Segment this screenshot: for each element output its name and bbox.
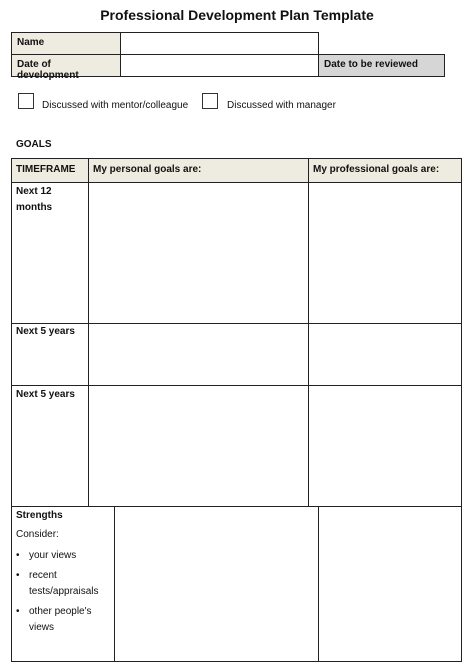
personal-goals-5-years-1[interactable] — [89, 324, 308, 385]
row-label-next-12-months: Next 12 months — [16, 186, 53, 213]
strengths-notes-2[interactable] — [319, 507, 461, 661]
strengths-cell — [16, 508, 112, 636]
professional-goals-5-years-1[interactable] — [309, 324, 461, 385]
list-item — [16, 604, 112, 636]
goals-heading: GOALS — [16, 139, 52, 150]
professional-goals-12-months[interactable] — [309, 183, 461, 323]
row-label-next-5-years-1: Next 5 years — [16, 326, 75, 337]
table-border-bottom — [11, 661, 462, 662]
col-header-timeframe: TIMEFRAME — [16, 164, 76, 175]
strengths-consider: Consider: — [16, 529, 59, 540]
date-of-development-label-cell — [11, 54, 121, 81]
bullet-text: your views — [29, 550, 77, 561]
table-border-right — [461, 158, 462, 662]
date-of-development-label: Date of development — [17, 59, 79, 81]
mentor-checkbox-label: Discussed with mentor/colleague — [42, 100, 189, 111]
mentor-checkbox[interactable] — [18, 93, 34, 109]
bullet-text: other people's views — [29, 606, 92, 633]
bullet-icon: • — [16, 570, 20, 581]
date-to-be-reviewed-label: Date to be reviewed — [324, 59, 418, 70]
manager-checkbox[interactable] — [202, 93, 218, 109]
table-border-left — [11, 158, 12, 662]
table-border-top — [11, 158, 462, 159]
goals-table — [11, 158, 462, 662]
list-item — [16, 548, 112, 564]
date-to-be-reviewed-cell[interactable] — [318, 54, 445, 77]
bullet-icon: • — [16, 606, 20, 617]
manager-checkbox-label: Discussed with manager — [227, 100, 336, 111]
name-field[interactable] — [120, 32, 319, 55]
strengths-heading: Strengths — [16, 510, 63, 521]
document-title: Professional Development Plan Template — [100, 7, 374, 23]
personal-goals-12-months[interactable] — [89, 183, 308, 323]
col-header-personal-goals: My personal goals are: — [93, 164, 202, 175]
date-of-development-field[interactable] — [120, 54, 319, 77]
bullet-icon: • — [16, 550, 20, 561]
strengths-notes-1[interactable] — [115, 507, 318, 661]
row-label-next-5-years-2: Next 5 years — [16, 389, 75, 400]
professional-goals-5-years-2[interactable] — [309, 386, 461, 506]
list-item — [16, 568, 112, 600]
name-label: Name — [17, 37, 45, 48]
bullet-text: recent tests/appraisals — [29, 570, 99, 597]
col-header-professional-goals: My professional goals are: — [313, 164, 440, 175]
name-label-cell — [11, 32, 121, 55]
personal-goals-5-years-2[interactable] — [89, 386, 308, 506]
